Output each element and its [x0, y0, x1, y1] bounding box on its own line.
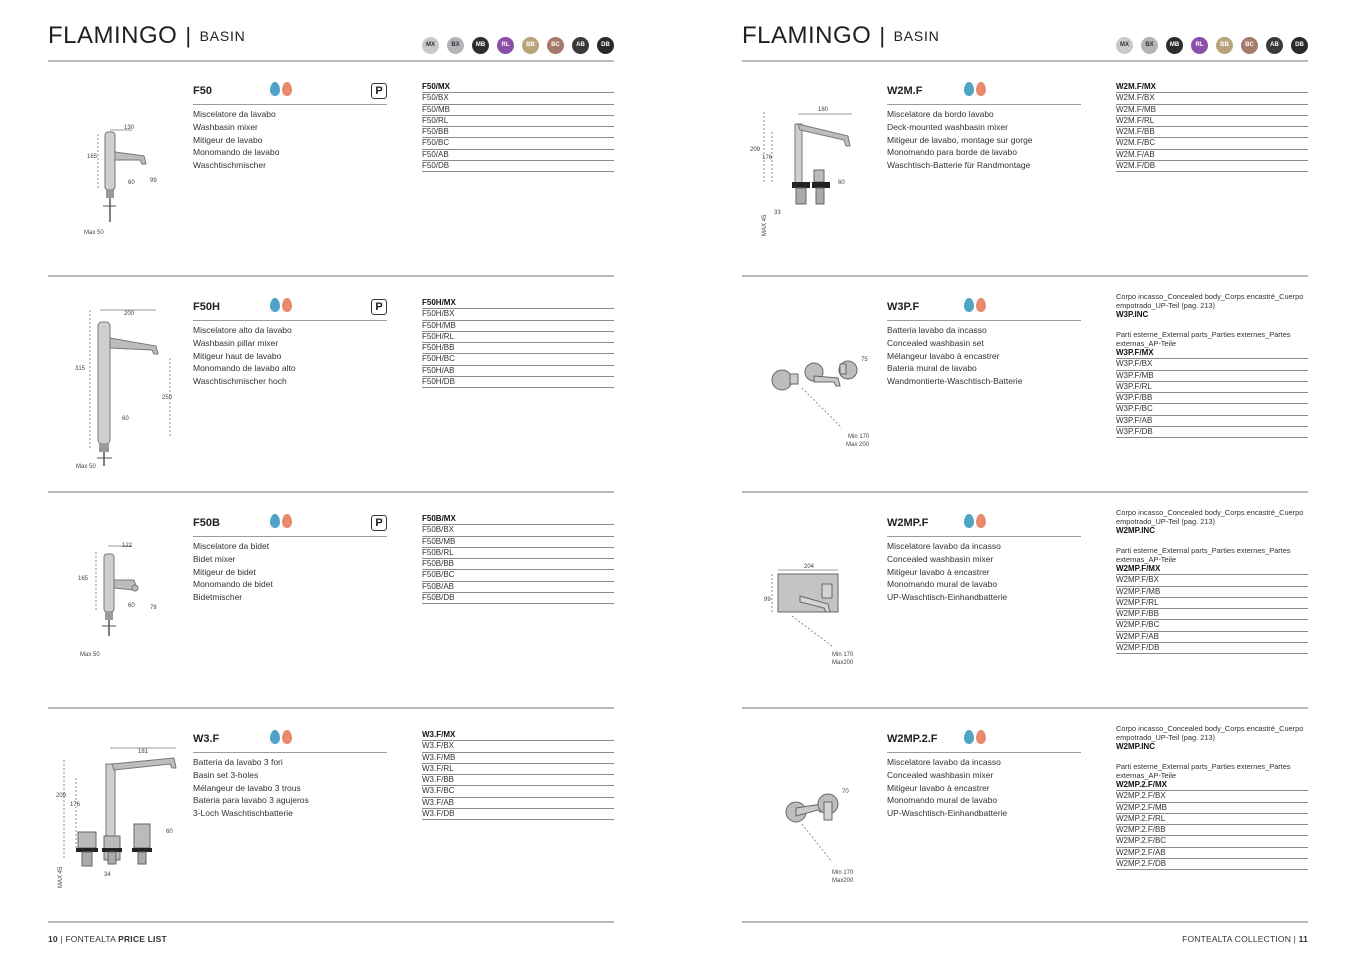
code-row: F50B/BB: [422, 559, 614, 570]
code-row: F50H/BC: [422, 354, 614, 365]
section-name: BASIN: [893, 28, 940, 44]
code-row: W2MP.F/BC: [1116, 620, 1308, 631]
svg-text:Max200: Max200: [832, 660, 854, 666]
faucet-drawing: [48, 288, 188, 502]
title-divider: |: [185, 23, 192, 48]
desc-en: Washbasin pillar mixer: [193, 337, 279, 348]
finish-swatch-mb: MB: [1166, 37, 1183, 54]
hot-water-drop-icon: [282, 730, 292, 744]
product-drawing: [742, 720, 882, 934]
code-row: F50/RL: [422, 116, 614, 127]
code-row: W2M.F/BX: [1116, 93, 1308, 104]
product-drawing: [48, 720, 188, 934]
desc-en: Basin set 3-holes: [193, 769, 259, 780]
code-list: [422, 82, 614, 172]
section-rule: [48, 707, 614, 709]
code-row: W3P.F/MB: [1116, 371, 1308, 382]
code-row: W2MP.F/MB: [1116, 587, 1308, 598]
svg-text:200: 200: [124, 311, 135, 317]
finish-swatch-bc: BC: [1241, 37, 1258, 54]
faucet-drawing: [742, 504, 882, 718]
svg-text:Max 50: Max 50: [80, 652, 100, 658]
water-drops: [964, 730, 986, 744]
desc-en: Concealed washbasin mixer: [887, 769, 994, 780]
code-row: W2M.F/BC: [1116, 138, 1308, 149]
svg-text:250: 250: [162, 395, 173, 401]
water-drops: [270, 730, 292, 744]
code-row: W3P.F/RL: [1116, 382, 1308, 393]
svg-text:165: 165: [87, 154, 98, 160]
svg-text:176: 176: [762, 155, 773, 161]
svg-text:Max 200: Max 200: [846, 442, 870, 448]
section-rule: [48, 275, 614, 277]
desc-en: Deck-mounted washbasin mixer: [887, 121, 1008, 132]
finish-swatch-ab: AB: [1266, 37, 1283, 54]
svg-text:122: 122: [122, 543, 133, 549]
cold-water-drop-icon: [964, 298, 974, 312]
code-row: W2M.F/BB: [1116, 127, 1308, 138]
code-row: F50/BC: [422, 138, 614, 149]
finish-swatch-mb: MB: [472, 37, 489, 54]
finish-swatches: [422, 37, 614, 54]
hot-water-drop-icon: [976, 298, 986, 312]
product-w2mpf: [742, 504, 1308, 718]
code-row: W2MP.F/RL: [1116, 598, 1308, 609]
svg-text:60: 60: [838, 180, 845, 186]
code-row: F50H/MX: [422, 298, 614, 309]
code-row: F50/BX: [422, 93, 614, 104]
code-row: W3.F/BC: [422, 786, 614, 797]
section-rule: [48, 60, 614, 62]
code-list: [1116, 82, 1308, 172]
faucet-drawing: [48, 72, 188, 286]
product-info: [193, 730, 387, 820]
finish-swatch-mx: MX: [1116, 37, 1133, 54]
code-row: F50/DB: [422, 161, 614, 172]
svg-text:33: 33: [774, 210, 781, 216]
product-w2mf: [742, 72, 1308, 286]
code-row: W3.F/BX: [422, 741, 614, 752]
external-parts-note: Parti esterne_External parts_Parties externes_Partes externas_AP-Teile: [1116, 762, 1291, 780]
product-description: [193, 756, 387, 820]
title-divider: |: [879, 23, 886, 48]
code-list: [422, 514, 614, 604]
code-row: F50B/MB: [422, 537, 614, 548]
code-row: W3.F/MX: [422, 730, 614, 741]
product-f50: [48, 72, 614, 286]
svg-text:165: 165: [78, 576, 89, 582]
desc-en: Bidet mixer: [193, 553, 236, 564]
product-info: [193, 514, 387, 604]
desc-it: Miscelatore lavabo da incasso: [887, 541, 1001, 551]
code-row: F50H/MB: [422, 321, 614, 332]
desc-es: Bateria para lavabo 3 agujeros: [193, 795, 309, 806]
code-row: F50B/BC: [422, 570, 614, 581]
concealed-body-code: W2MP.INC: [1116, 526, 1155, 535]
footer-separator: |: [1291, 934, 1299, 944]
code-row: W3P.F/BB: [1116, 393, 1308, 404]
footer-separator: |: [57, 934, 66, 944]
finish-swatch-db: DB: [597, 37, 614, 54]
desc-de: Waschtisch-Batterie für Randmontage: [887, 160, 1031, 171]
code-row: W3.F/RL: [422, 764, 614, 775]
brand-name: FLAMINGO: [742, 22, 872, 49]
desc-it: Miscelatore da bidet: [193, 541, 270, 551]
footer-brand: FONTEALTA: [65, 934, 119, 944]
external-parts-note: Parti esterne_External parts_Parties externes_Partes externas_AP-Teile: [1116, 330, 1291, 348]
product-name: W2M.F: [887, 85, 923, 97]
code-row: F50H/RL: [422, 332, 614, 343]
svg-text:180: 180: [818, 107, 829, 113]
product-description: [193, 540, 387, 604]
product-name: W2MP.F: [887, 517, 929, 529]
footer-rule: [742, 921, 1308, 923]
code-list: [422, 298, 614, 388]
code-row: W3.F/BB: [422, 775, 614, 786]
info-divider: [193, 536, 387, 537]
hot-water-drop-icon: [282, 82, 292, 96]
faucet-drawing: [48, 504, 188, 718]
product-drawing: [742, 504, 882, 718]
code-row: F50B/MX: [422, 514, 614, 525]
external-parts-note: Parti esterne_External parts_Parties externes_Partes externas_AP-Teile: [1116, 546, 1291, 564]
desc-es: Monomando de lavabo alto: [193, 363, 296, 374]
product-description: [887, 108, 1081, 172]
product-description: [193, 108, 387, 172]
desc-fr: Mitigeur lavabo à encastrer: [887, 782, 990, 793]
svg-text:75: 75: [861, 357, 868, 363]
svg-text:99: 99: [764, 597, 771, 603]
finish-swatch-rl: RL: [497, 37, 514, 54]
section-rule: [742, 707, 1308, 709]
finish-swatch-mx: MX: [422, 37, 439, 54]
desc-es: Monomando mural de lavabo: [887, 579, 998, 590]
code-row: W2MP.2.F/BX: [1116, 791, 1308, 802]
svg-text:Min 170: Min 170: [832, 870, 854, 876]
desc-es: Monomando de lavabo: [193, 147, 280, 158]
hot-water-drop-icon: [282, 514, 292, 528]
product-info: [887, 298, 1081, 388]
code-row: W2MP.2.F/DB: [1116, 859, 1308, 870]
code-row: W2M.F/MB: [1116, 105, 1308, 116]
brand-title: [742, 22, 940, 50]
finish-swatch-db: DB: [1291, 37, 1308, 54]
product-w2mp2f: [742, 720, 1308, 934]
product-info: [887, 82, 1081, 172]
concealed-body-note: Corpo incasso_Concealed body_Corps encastré_Cuerpo empotrado_UP-Teil (pag. 213): [1116, 724, 1304, 742]
svg-text:MAX 45: MAX 45: [58, 866, 64, 888]
faucet-drawing: [742, 288, 882, 502]
cold-water-drop-icon: [964, 730, 974, 744]
svg-text:60: 60: [122, 416, 129, 422]
page-header: [48, 22, 614, 52]
code-row: W3.F/DB: [422, 809, 614, 820]
code-row: W2MP.F/MX: [1116, 564, 1308, 575]
desc-de: UP-Waschtisch-Einhandbatterie: [887, 808, 1008, 819]
desc-de: UP-Waschtisch-Einhandbatterie: [887, 592, 1008, 603]
finish-swatches: [1116, 37, 1308, 54]
faucet-drawing: [742, 72, 882, 286]
code-row: W3.F/MB: [422, 753, 614, 764]
code-row: W2MP.2.F/BC: [1116, 836, 1308, 847]
svg-text:Max200: Max200: [832, 878, 854, 884]
footer-rule: [48, 921, 614, 923]
code-row: W3P.F/DB: [1116, 427, 1308, 438]
code-row: W3.F/AB: [422, 798, 614, 809]
concealed-body-note: Corpo incasso_Concealed body_Corps encastré_Cuerpo empotrado_UP-Teil (pag. 213): [1116, 292, 1304, 310]
svg-text:176: 176: [70, 802, 81, 808]
code-row: W2MP.F/BB: [1116, 609, 1308, 620]
product-f50h: [48, 288, 614, 502]
product-name: W3P.F: [887, 301, 920, 313]
info-divider: [193, 752, 387, 753]
code-row: W2MP.2.F/MX: [1116, 780, 1308, 791]
section-rule: [742, 491, 1308, 493]
cold-water-drop-icon: [270, 514, 280, 528]
info-divider: [887, 752, 1081, 753]
desc-de: Waschtischmischer: [193, 160, 266, 171]
product-description: [887, 324, 1081, 388]
svg-text:181: 181: [138, 749, 149, 755]
code-row: W2MP.F/BX: [1116, 575, 1308, 586]
svg-text:60: 60: [166, 829, 173, 835]
svg-text:70: 70: [842, 789, 849, 795]
code-row: W2M.F/MX: [1116, 82, 1308, 93]
code-row: W2M.F/DB: [1116, 161, 1308, 172]
code-row: W2MP.2.F/MB: [1116, 803, 1308, 814]
code-row: F50B/AB: [422, 582, 614, 593]
concealed-body-code: W3P.INC: [1116, 310, 1149, 319]
product-name: F50: [193, 85, 212, 97]
desc-fr: Mélangeur de lavabo 3 trous: [193, 782, 301, 793]
faucet-drawing: [48, 720, 188, 934]
desc-fr: Mitigeur lavabo à encastrer: [887, 566, 990, 577]
code-row: F50B/DB: [422, 593, 614, 604]
desc-es: Monomando de bidet: [193, 579, 273, 590]
code-row: F50H/BB: [422, 343, 614, 354]
right-page: [742, 0, 1308, 959]
footer-brand: FONTEALTA COLLECTION: [1182, 934, 1292, 944]
desc-es: Monomando mural de lavabo: [887, 795, 998, 806]
code-row: F50/BB: [422, 127, 614, 138]
product-info: [193, 82, 387, 172]
section-rule: [48, 491, 614, 493]
code-list: [1116, 724, 1308, 870]
svg-text:204: 204: [804, 564, 815, 570]
info-divider: [193, 320, 387, 321]
finish-swatch-rl: RL: [1191, 37, 1208, 54]
brand-name: FLAMINGO: [48, 22, 178, 49]
code-row: F50/MX: [422, 82, 614, 93]
svg-text:Max 50: Max 50: [84, 230, 104, 236]
code-row: F50/MB: [422, 105, 614, 116]
code-row: F50/AB: [422, 150, 614, 161]
code-row: W2MP.F/DB: [1116, 643, 1308, 654]
code-row: W3P.F/BC: [1116, 404, 1308, 415]
hot-water-drop-icon: [282, 298, 292, 312]
desc-en: Washbasin mixer: [193, 121, 258, 132]
svg-text:60: 60: [128, 180, 135, 186]
svg-text:Max 50: Max 50: [76, 464, 96, 470]
water-drops: [964, 82, 986, 96]
desc-it: Miscelatore lavabo da incasso: [887, 757, 1001, 767]
product-drawing: [48, 504, 188, 718]
finish-swatch-bb: BB: [1216, 37, 1233, 54]
code-list: [422, 730, 614, 820]
pressure-p-icon: P: [371, 299, 387, 315]
cold-water-drop-icon: [270, 730, 280, 744]
code-row: F50H/BX: [422, 309, 614, 320]
desc-de: Bidetmischer: [193, 592, 243, 603]
finish-swatch-bb: BB: [522, 37, 539, 54]
section-name: BASIN: [199, 28, 246, 44]
desc-en: Concealed washbasin mixer: [887, 553, 994, 564]
desc-it: Batteria da lavabo 3 fori: [193, 757, 283, 767]
product-description: [887, 756, 1081, 820]
product-drawing: [48, 288, 188, 502]
finish-swatch-bx: BX: [447, 37, 464, 54]
desc-es: Bateria mural de lavabo: [887, 363, 977, 374]
svg-text:99: 99: [150, 178, 157, 184]
svg-text:MAX 45: MAX 45: [762, 214, 768, 236]
faucet-drawing: [742, 720, 882, 934]
code-row: W2MP.2.F/AB: [1116, 848, 1308, 859]
pressure-p-icon: P: [371, 83, 387, 99]
code-row: W2M.F/RL: [1116, 116, 1308, 127]
water-drops: [270, 82, 292, 96]
concealed-body-code: W2MP.INC: [1116, 742, 1155, 751]
svg-text:209: 209: [56, 793, 67, 799]
desc-en: Concealed washbasin set: [887, 337, 984, 348]
water-drops: [270, 514, 292, 528]
pressure-p-icon: P: [371, 515, 387, 531]
page-header: [742, 22, 1308, 52]
finish-swatch-ab: AB: [572, 37, 589, 54]
svg-text:60: 60: [128, 603, 135, 609]
code-row: W3P.F/AB: [1116, 416, 1308, 427]
desc-it: Miscelatore alto da lavabo: [193, 325, 292, 335]
product-description: [193, 324, 387, 388]
code-row: F50B/RL: [422, 548, 614, 559]
concealed-body-note: Corpo incasso_Concealed body_Corps encastré_Cuerpo empotrado_UP-Teil (pag. 213): [1116, 508, 1304, 526]
product-w3pf: [742, 288, 1308, 502]
desc-it: Batteria lavabo da incasso: [887, 325, 987, 335]
product-info: [887, 514, 1081, 604]
product-info: [887, 730, 1081, 820]
desc-it: Miscelatore da bordo lavabo: [887, 109, 994, 119]
hot-water-drop-icon: [976, 82, 986, 96]
code-row: W3P.F/MX: [1116, 348, 1308, 359]
svg-text:78: 78: [150, 605, 157, 611]
product-info: [193, 298, 387, 388]
svg-text:34: 34: [104, 872, 111, 878]
cold-water-drop-icon: [270, 298, 280, 312]
svg-text:209: 209: [750, 147, 761, 153]
water-drops: [964, 298, 986, 312]
desc-de: Wandmontierte-Waschtisch-Batterie: [887, 376, 1023, 387]
desc-it: Miscelatore da lavabo: [193, 109, 276, 119]
code-row: F50B/BX: [422, 525, 614, 536]
desc-de: Waschtischmischer hoch: [193, 376, 287, 387]
page-number: 10: [48, 934, 58, 944]
code-row: W2MP.2.F/RL: [1116, 814, 1308, 825]
product-description: [887, 540, 1081, 604]
code-list: [1116, 292, 1308, 438]
desc-fr: Mitigeur de bidet: [193, 566, 256, 577]
code-row: W3P.F/BX: [1116, 359, 1308, 370]
hot-water-drop-icon: [976, 730, 986, 744]
info-divider: [887, 320, 1081, 321]
cold-water-drop-icon: [270, 82, 280, 96]
svg-text:130: 130: [124, 125, 135, 131]
finish-swatch-bx: BX: [1141, 37, 1158, 54]
footer-label: PRICE LIST: [118, 934, 167, 944]
page-footer: [1182, 934, 1308, 944]
product-drawing: [48, 72, 188, 286]
product-name: W2MP.2.F: [887, 733, 938, 745]
product-name: F50B: [193, 517, 220, 529]
left-page: [48, 0, 614, 959]
product-f50b: [48, 504, 614, 718]
water-drops: [964, 514, 986, 528]
svg-text:315: 315: [75, 366, 86, 372]
cold-water-drop-icon: [964, 82, 974, 96]
info-divider: [193, 104, 387, 105]
desc-es: Monomando para borde de lavabo: [887, 147, 1017, 158]
hot-water-drop-icon: [976, 514, 986, 528]
svg-text:Min 170: Min 170: [832, 652, 854, 658]
cold-water-drop-icon: [964, 514, 974, 528]
brand-title: [48, 22, 246, 50]
section-rule: [742, 275, 1308, 277]
product-w3f: [48, 720, 614, 934]
code-row: F50H/DB: [422, 377, 614, 388]
product-drawing: [742, 72, 882, 286]
desc-fr: Mélangeur lavabo à encastrer: [887, 350, 1000, 361]
code-row: W2M.F/AB: [1116, 150, 1308, 161]
code-list: [1116, 508, 1308, 654]
info-divider: [887, 536, 1081, 537]
info-divider: [887, 104, 1081, 105]
page-footer: [48, 934, 167, 944]
desc-fr: Mitigeur de lavabo, montage sur gorge: [887, 134, 1033, 145]
page-number: 11: [1298, 934, 1308, 944]
desc-fr: Mitigeur haut de lavabo: [193, 350, 282, 361]
finish-swatch-bc: BC: [547, 37, 564, 54]
desc-de: 3-Loch Waschtischbatterie: [193, 808, 293, 819]
code-row: W2MP.2.F/BB: [1116, 825, 1308, 836]
product-drawing: [742, 288, 882, 502]
code-row: F50H/AB: [422, 366, 614, 377]
section-rule: [742, 60, 1308, 62]
code-row: W2MP.F/AB: [1116, 632, 1308, 643]
svg-text:Min 170: Min 170: [848, 434, 870, 440]
water-drops: [270, 298, 292, 312]
product-name: W3.F: [193, 733, 220, 745]
desc-fr: Mitigeur de lavabo: [193, 134, 263, 145]
product-name: F50H: [193, 301, 220, 313]
